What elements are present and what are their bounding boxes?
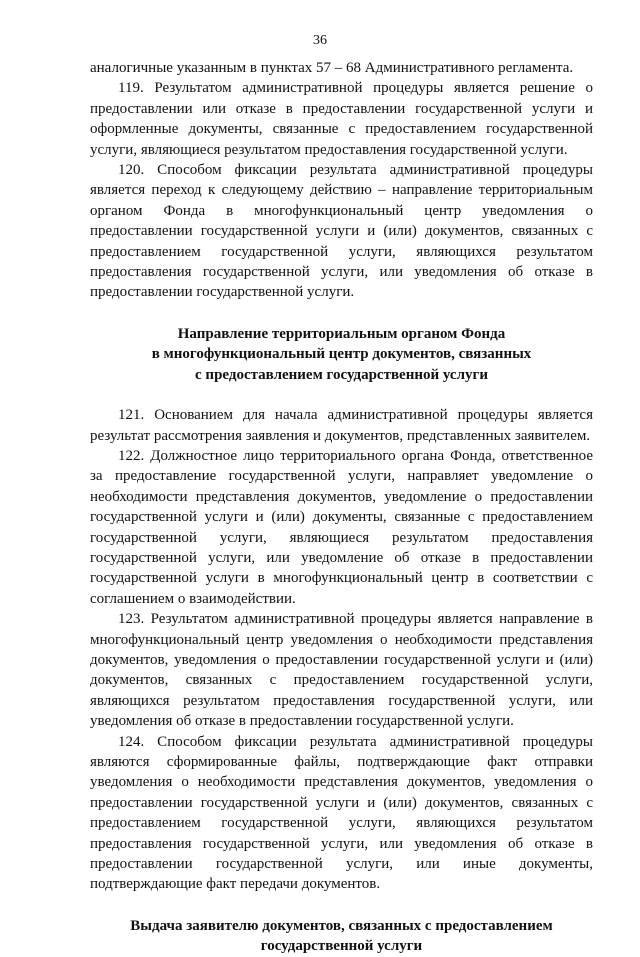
heading-line: государственной услуги	[260, 938, 423, 955]
heading-line: с предоставлением государственной услуги	[195, 366, 488, 383]
paragraph-119: 119. Результатом административной процедуры является решение о предоставлении или отказе в предоставлении государственной услуги и оформленные документы, связанные с предоставлением государственной услуги, являющиеся результатом предоставления государственной услуги.	[90, 80, 593, 158]
heading-line: Выдача заявителю документов, связанных с предоставлением	[130, 917, 553, 934]
document-body	[90, 58, 593, 957]
section-heading-issuance	[90, 916, 593, 957]
paragraph-123: 123. Результатом административной процедуры является направление в многофункциональный центр уведомления о необходимости представления документов, уведомления о предоставлении государственной услуги и (или) документов, связанных с предоставлением государственной услуги, являющихся результатом предоставления государственной услуги, или уведомления об отказе в предоставлении государственной услуги.	[90, 611, 593, 730]
paragraph-continuation: аналогичные указанным в пунктах 57 – 68 Административного регламента.	[90, 60, 574, 76]
page-number: 36	[313, 33, 327, 48]
paragraph-122: 122. Должностное лицо территориального органа Фонда, ответственное за предоставление государственной услуги, направляет уведомление о необходимости представления документов, уведомление о предоставлении государственной услуги и (или) документы, связанные с предоставлением государственной услуги, являющиеся результатом предоставления государственной услуги, или уведомление об отказе в предоставлении государственной услуги в многофункциональный центр в соответствии с соглашением о взаимодействии.	[90, 447, 593, 607]
section-heading-mfc-transfer	[90, 324, 593, 385]
paragraph-124: 124. Способом фиксации результата административной процедуры являются сформированные файлы, подтверждающие факт отправки уведомления о необходимости представления документов, уведомления о предоставлении государственной услуги и (или) документов, связанных с предоставлением государственной услуги, являющихся результатом предоставления государственной услуги, или уведомления об отказе в предоставлении государственной услуги, или иные документы, подтверждающие факт передачи документов.	[90, 733, 593, 893]
heading-line: Направление территориальным органом Фонда	[177, 325, 506, 342]
heading-line: в многофункциональный центр документов, связанных	[151, 346, 532, 363]
paragraph-121: 121. Основанием для начала административной процедуры является результат рассмотрения заявления и документов, представленных заявителем.	[90, 407, 593, 444]
paragraph-120: 120. Способом фиксации результата административной процедуры является переход к следующему действию – направление территориальным органом Фонда в многофункциональный центр уведомления о предоставлении государственной услуги и (или) документов, связанных с предоставлением государственной услуги, являющихся результатом предоставления государственной услуги, или уведомления об отказе в предоставлении государственной услуги.	[90, 162, 593, 301]
